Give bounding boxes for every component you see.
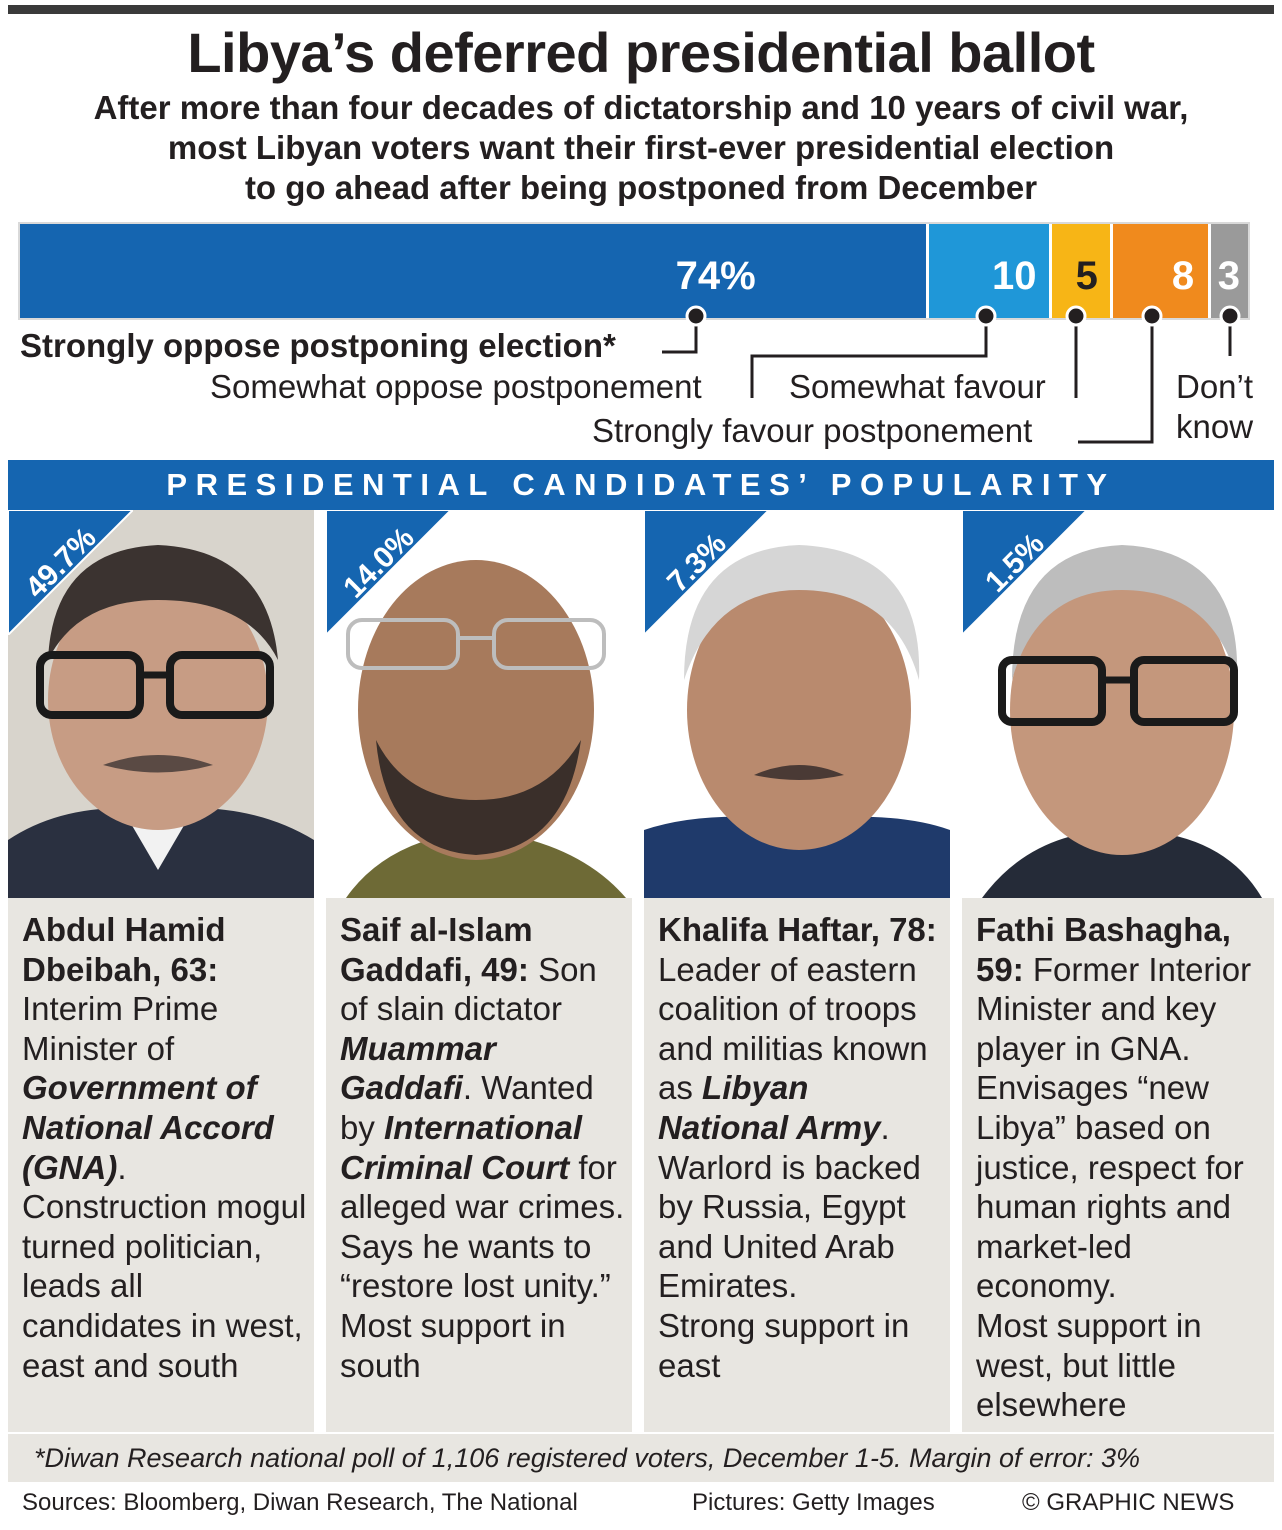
candidate-card-gaddafi [326,510,632,1432]
footnote: *Diwan Research national poll of 1,106 registered voters, December 1-5. Margin of error: 3% [8,1434,1274,1482]
popularity-badge [644,510,769,635]
label-strongly-favour: Strongly favour postponement [592,412,1033,449]
leader-line-strongly-oppose [662,316,696,352]
label-somewhat-oppose: Somewhat oppose postponement [210,368,702,405]
candidate-card-dbeibah [8,510,314,1432]
bar-segment-somewhat-favour [1052,224,1113,318]
bar-segment-dont-know [1211,224,1248,318]
popularity-badge [326,510,451,635]
candidate-name: Khalifa Haftar, 78: [658,911,937,948]
candidate-card-bashagha [962,510,1274,1432]
bar-segment-value: 74% [675,254,756,298]
popularity-badge [8,510,133,635]
candidate-description: Leader of eastern coalition of troops and militias known as Libyan National Army. Warlord is backed by Russia, Egypt and United Arab Emirates. Strong support in east [658,950,928,1384]
candidates-banner: PRESIDENTIAL CANDIDATES’ POPULARITY [8,460,1274,510]
candidate-name: Saif al-Islam Gaddafi, 49: [340,911,533,988]
top-rule [8,5,1274,14]
popularity-value: 49.7% [19,521,103,605]
label-dont-know-1: Don’t [1176,368,1254,405]
subtitle-line: to go ahead after being postponed from December [244,169,1038,206]
subtitle [0,88,1282,208]
popularity-value: 14.0% [337,521,421,605]
bar-segment-strongly-favour [1113,224,1211,318]
candidate-bio [22,910,310,1385]
sources: Sources: Bloomberg, Diwan Research, The National [22,1489,578,1516]
picture-credit: Pictures: Getty Images [692,1489,935,1516]
label-somewhat-favour: Somewhat favour [789,368,1046,405]
bar-segment-value: 5 [1075,254,1098,298]
candidate-card-haftar [644,510,950,1432]
candidate-bio [340,910,628,1385]
label-strongly-oppose: Strongly oppose postponing election* [20,327,616,364]
candidate-name: Abdul Hamid Dbeibah, 63: [22,911,226,988]
candidate-name: Fathi Bashagha, 59: [976,911,1231,988]
bar-segment-value: 3 [1217,254,1240,298]
candidate-bio [976,910,1270,1425]
popularity-value: 7.3% [661,527,733,599]
leader-line-strongly-favour [1078,316,1152,442]
poll-stacked-bar [18,222,1250,320]
candidate-description: Interim Prime Minister of Government of National Accord (GNA). Construction mogul turned politician, leads all candidates in west, east and south [22,990,307,1384]
bar-segment-value: 8 [1171,254,1195,298]
subtitle-line: most Libyan voters want their first-ever presidential election [167,129,1115,166]
page-title: Libya’s deferred presidential ballot [187,21,1095,84]
copyright: © GRAPHIC NEWS [1022,1489,1235,1516]
candidate-description: Former Interior Minister and key player in GNA. Envisages “new Libya” based on justice, respect for human rights and market-led economy. Most support in west, but little elsewhere [976,950,1252,1424]
popularity-value: 1.5% [979,527,1051,599]
bar-segment-strongly-oppose [20,224,929,318]
popularity-badge [962,510,1087,635]
bar-segment-somewhat-oppose [929,224,1052,318]
candidate-description: Son of slain dictator Muammar Gaddafi. Wanted by International Criminal Court for alleged war crimes. Says he wants to “restore lost unity.” Most support in south [340,950,625,1384]
bar-segment-value: 10 [992,254,1037,298]
subtitle-line: After more than four decades of dictatorship and 10 years of civil war, [93,89,1189,126]
label-dont-know-2: know [1176,408,1254,445]
candidate-bio [658,910,946,1385]
